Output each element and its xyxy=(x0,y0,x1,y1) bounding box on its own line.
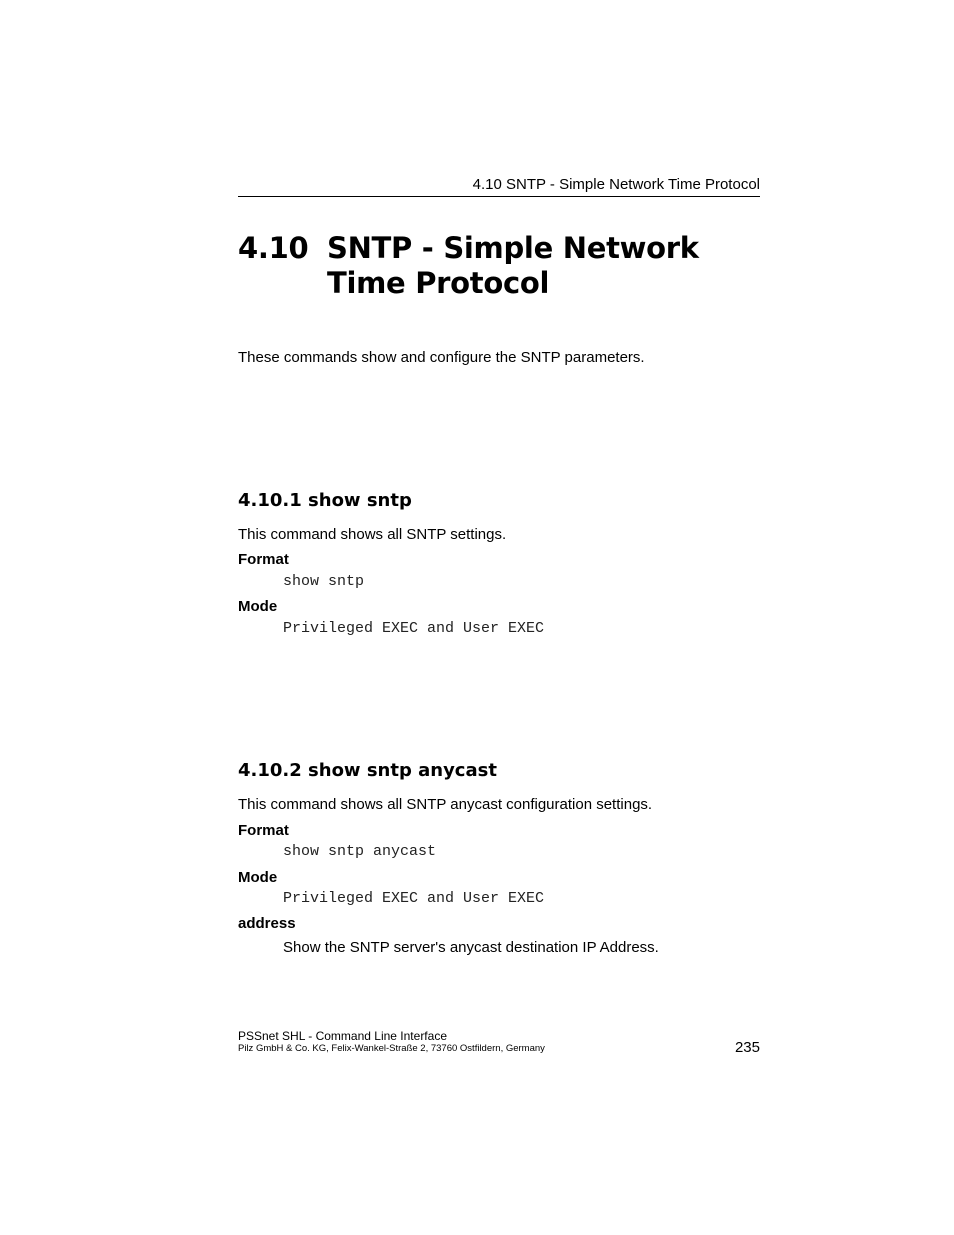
page-number: 235 xyxy=(734,1039,760,1056)
chapter-title-line2: Time Protocol xyxy=(327,266,550,300)
format-label: Format xyxy=(238,822,289,839)
parameter-description: Show the SNTP server's anycast destination IP Address. xyxy=(283,939,659,956)
section-heading: 4.10.1 show sntp xyxy=(238,490,412,511)
running-header: 4.10 SNTP - Simple Network Time Protocol xyxy=(472,176,760,193)
chapter-number: 4.10 xyxy=(238,231,309,265)
mode-value: Privileged EXEC and User EXEC xyxy=(283,890,545,907)
mode-value: Privileged EXEC and User EXEC xyxy=(283,620,545,637)
parameter-label: address xyxy=(238,915,296,932)
format-value: show sntp xyxy=(283,573,365,590)
section-description: This command shows all SNTP settings. xyxy=(238,526,507,543)
format-value: show sntp anycast xyxy=(283,843,437,860)
mode-label: Mode xyxy=(238,869,278,886)
mode-label: Mode xyxy=(238,598,278,615)
footer-title: PSSnet SHL - Command Line Interface xyxy=(238,1029,447,1043)
section-heading: 4.10.2 show sntp anycast xyxy=(238,760,497,781)
chapter-title-line1: SNTP - Simple Network xyxy=(327,231,699,265)
header-rule xyxy=(238,196,760,197)
chapter-title xyxy=(327,231,747,301)
section-description: This command shows all SNTP anycast configuration settings. xyxy=(238,796,653,813)
chapter-intro: These commands show and configure the SNTP parameters. xyxy=(238,349,645,366)
format-label: Format xyxy=(238,551,289,568)
footer-address: Pilz GmbH & Co. KG, Felix-Wankel-Straße 2, 73760 Ostfildern, Germany xyxy=(238,1043,545,1054)
